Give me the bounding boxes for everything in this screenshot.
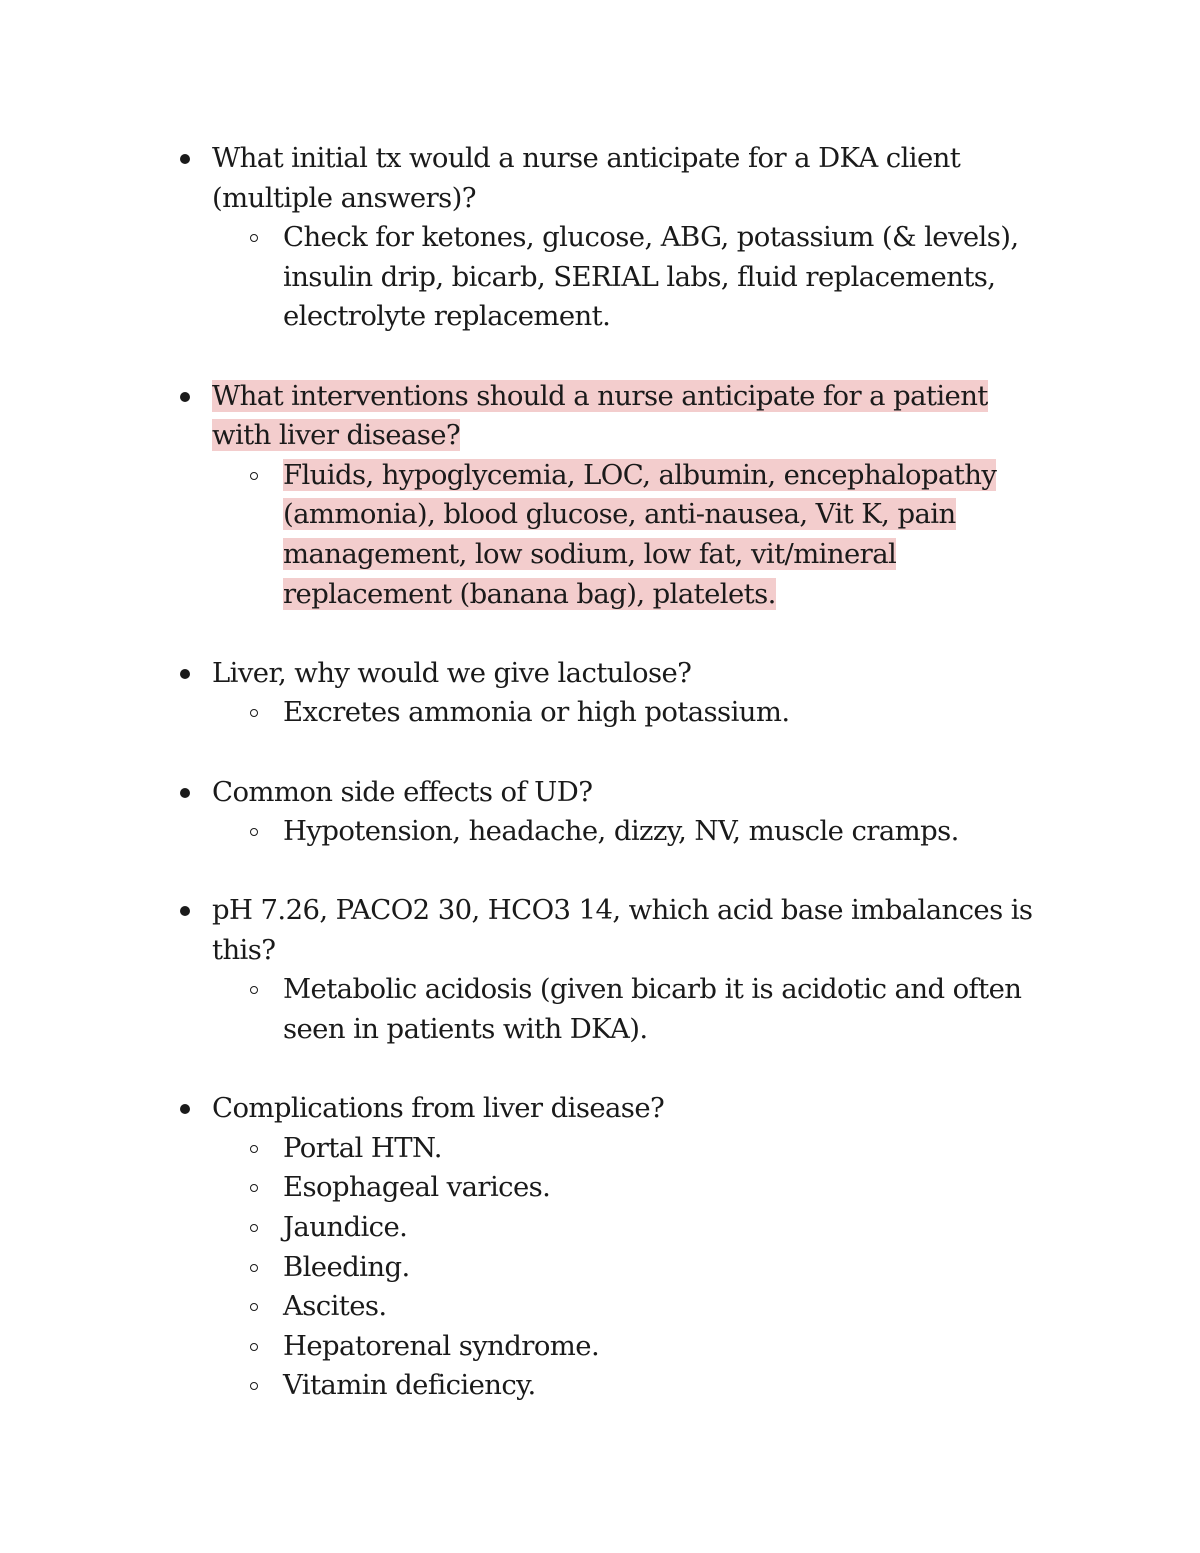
hollow-bullet-icon xyxy=(250,709,258,717)
answer-text: Metabolic acidosis (given bicarb it is acidotic and often seen in patients with DKA). xyxy=(283,973,1022,1046)
filled-bullet-icon xyxy=(180,788,190,798)
hollow-bullet-icon xyxy=(250,1264,258,1272)
question-text-highlighted xyxy=(212,377,1036,456)
answer-item xyxy=(283,693,1036,733)
answer-item xyxy=(283,1168,1036,1208)
answer-list xyxy=(212,693,1036,733)
answer-item xyxy=(283,1208,1036,1248)
answer-text: Portal HTN. xyxy=(283,1131,442,1164)
question-list xyxy=(176,139,1036,1406)
question-item-ud-side-effects xyxy=(176,773,1036,852)
highlighted-answer: Fluids, hypoglycemia, LOC, albumin, encephalopathy (ammonia), blood glucose, anti-nausea, Vit K, pain management, low sodium, low fat, vit/mineral replacement (banana bag), platelets. xyxy=(283,458,997,610)
answer-text: Jaundice. xyxy=(283,1211,408,1244)
question-text: Complications from liver disease? xyxy=(212,1092,665,1125)
answer-text: Vitamin deficiency. xyxy=(283,1369,536,1402)
question-text: What initial tx would a nurse anticipate for a DKA client (multiple answers)? xyxy=(212,142,961,214)
answer-text: Hypotension, headache, dizzy, NV, muscle cramps. xyxy=(283,815,959,848)
answer-item xyxy=(283,1366,1036,1406)
answer-item xyxy=(283,1248,1036,1288)
hollow-bullet-icon xyxy=(250,828,258,836)
answer-list xyxy=(212,456,1036,614)
hollow-bullet-icon xyxy=(250,1224,258,1232)
filled-bullet-icon xyxy=(180,1104,190,1114)
filled-bullet-icon xyxy=(180,669,190,679)
answer-item xyxy=(283,1327,1036,1367)
filled-bullet-icon xyxy=(180,154,190,164)
question-text: pH 7.26, PACO2 30, HCO3 14, which acid base imbalances is this? xyxy=(212,894,1033,966)
answer-item xyxy=(283,218,1036,337)
hollow-bullet-icon xyxy=(250,1382,258,1390)
answer-list xyxy=(212,970,1036,1049)
answer-text: Check for ketones, glucose, ABG, potassium (& levels), insulin drip, bicarb, SERIAL labs, fluid replacements, electrolyte replacement. xyxy=(283,221,1019,333)
filled-bullet-icon xyxy=(180,906,190,916)
answer-item xyxy=(283,456,1036,614)
hollow-bullet-icon xyxy=(250,1343,258,1351)
question-item-liver-complications xyxy=(176,1089,1036,1406)
hollow-bullet-icon xyxy=(250,1184,258,1192)
answer-list xyxy=(212,1129,1036,1406)
hollow-bullet-icon xyxy=(250,1303,258,1311)
question-item-dka-treatment xyxy=(176,139,1036,337)
answer-item xyxy=(283,1287,1036,1327)
answer-item xyxy=(283,812,1036,852)
answer-text: Bleeding. xyxy=(283,1250,410,1283)
answer-list xyxy=(212,812,1036,852)
answer-item xyxy=(283,1129,1036,1169)
question-text: Common side effects of UD? xyxy=(212,775,593,808)
answer-text: Hepatorenal syndrome. xyxy=(283,1329,600,1362)
hollow-bullet-icon xyxy=(250,986,258,994)
question-text: Liver, why would we give lactulose? xyxy=(212,656,692,689)
answer-list xyxy=(212,218,1036,337)
hollow-bullet-icon xyxy=(250,1145,258,1153)
filled-bullet-icon xyxy=(180,392,190,402)
question-item-acid-base xyxy=(176,891,1036,1049)
hollow-bullet-icon xyxy=(250,472,258,480)
highlighted-question: What interventions should a nurse anticipate for a patient with liver disease? xyxy=(212,379,988,452)
answer-item xyxy=(283,970,1036,1049)
answer-text: Esophageal varices. xyxy=(283,1171,551,1204)
answer-text: Ascites. xyxy=(283,1290,387,1323)
question-item-liver-interventions xyxy=(176,377,1036,615)
question-item-lactulose xyxy=(176,654,1036,733)
hollow-bullet-icon xyxy=(250,234,258,242)
answer-text: Excretes ammonia or high potassium. xyxy=(283,696,790,729)
